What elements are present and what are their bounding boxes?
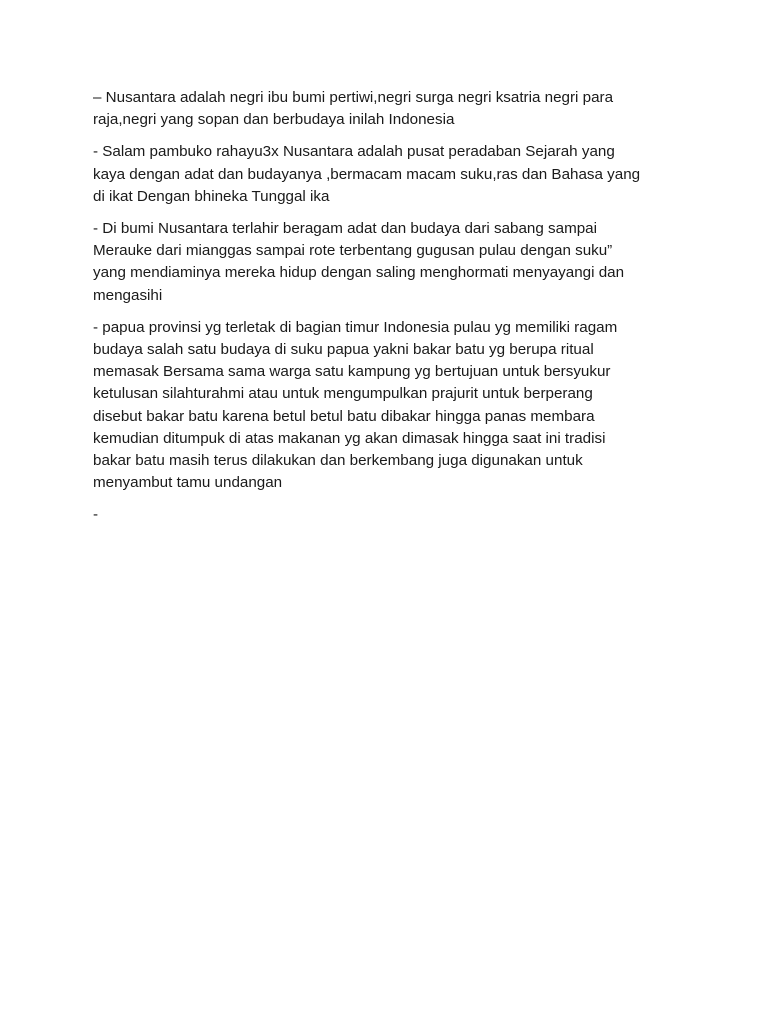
text-line: menyambut tamu undangan <box>93 474 283 492</box>
text-line: yang mendiaminya mereka hidup dengan saling menghormati menyayangi dan <box>93 264 625 282</box>
text-line: budaya salah satu budaya di suku papua yakni bakar batu yg berupa ritual <box>93 341 594 359</box>
document-body <box>93 87 683 537</box>
text-line: - papua provinsi yg terletak di bagian timur Indonesia pulau yg memiliki ragam <box>93 318 618 336</box>
text-line: raja,negri yang sopan dan berbudaya inilah Indonesia <box>93 111 455 129</box>
text-line: Merauke dari mianggas sampai rote terbentang gugusan pulau dengan suku” <box>93 242 613 260</box>
text-line: bakar batu masih terus dilakukan dan berkembang juga digunakan untuk <box>93 452 583 470</box>
paragraph-trailing-dash <box>93 504 683 526</box>
text-line: – Nusantara adalah negri ibu bumi pertiwi,negri surga negri ksatria negri para <box>93 89 614 106</box>
text-line: mengasihi <box>93 286 163 304</box>
paragraph-bumi-nusantara <box>93 218 683 307</box>
text-line: - Di bumi Nusantara terlahir beragam adat dan budaya dari sabang sampai <box>93 220 598 238</box>
paragraph-nusantara-intro <box>93 87 683 131</box>
text-line: - Salam pambuko rahayu3x Nusantara adalah pusat peradaban Sejarah yang <box>93 143 615 161</box>
text-line: di ikat Dengan bhineka Tunggal ika <box>93 187 330 205</box>
text-line: - <box>93 506 99 524</box>
paragraph-salam-pambuko <box>93 141 683 208</box>
text-line: ketulusan silahturahmi atau untuk mengumpulkan prajurit untuk berperang <box>93 385 593 403</box>
paragraph-papua-bakar-batu <box>93 317 683 495</box>
text-line: memasak Bersama sama warga satu kampung yg bertujuan untuk bersyukur <box>93 363 611 381</box>
text-line: kemudian ditumpuk di atas makanan yg akan dimasak hingga saat ini tradisi <box>93 429 606 447</box>
text-line: kaya dengan adat dan budayanya ,bermacam macam suku,ras dan Bahasa yang <box>93 165 641 183</box>
text-line: disebut bakar batu karena betul betul batu dibakar hingga panas membara <box>93 407 595 425</box>
